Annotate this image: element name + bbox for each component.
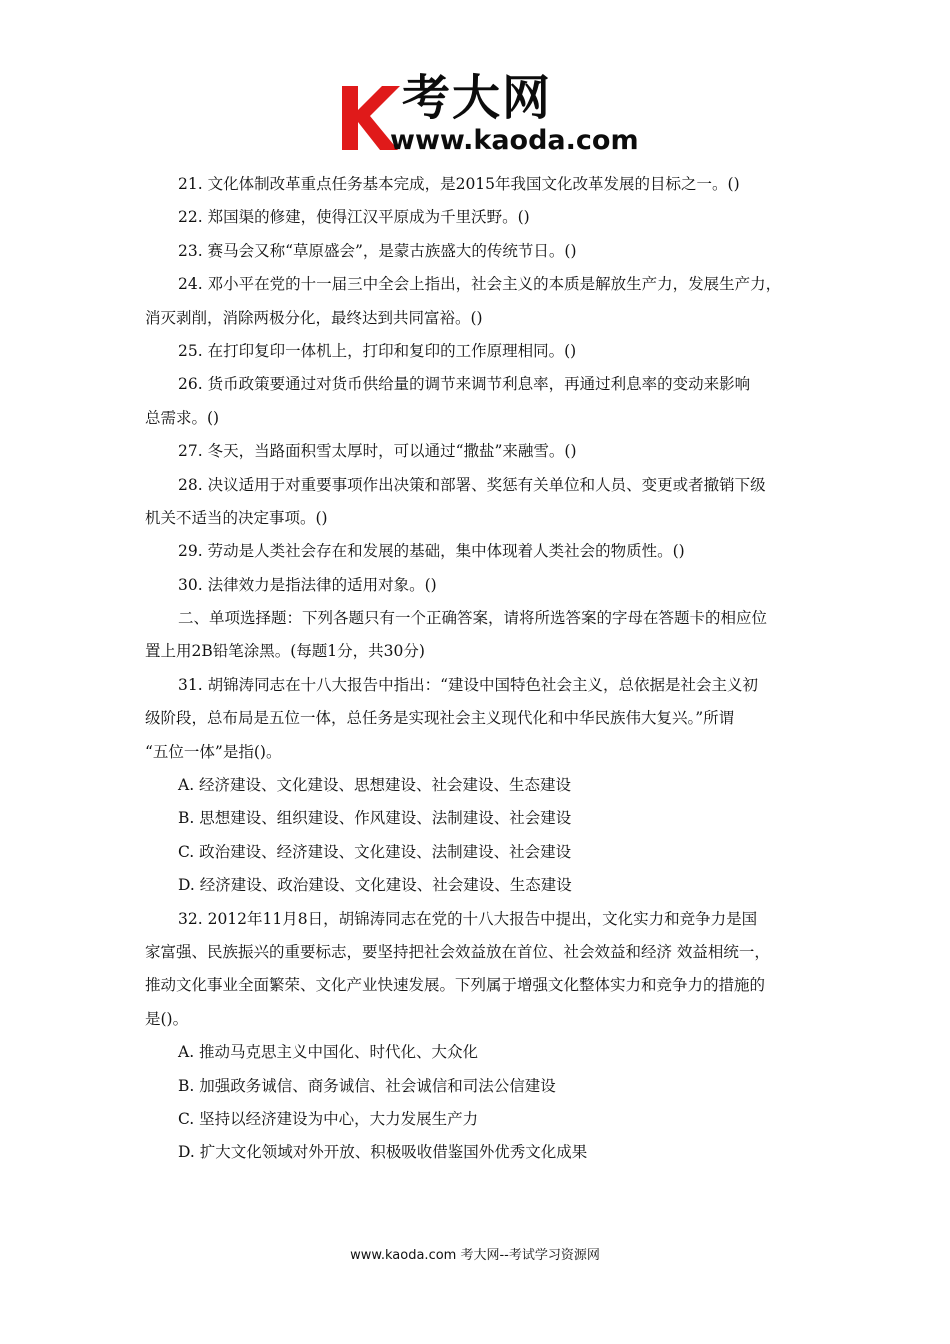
text-line: 置上用2B铅笔涂黑。(每题1分，共30分) — [145, 642, 425, 661]
text-line: 二、单项选择题：下列各题只有一个正确答案，请将所选答案的字母在答题卡的相应位 — [178, 609, 768, 628]
text-line: D. 经济建设、政治建设、文化建设、社会建设、生态建设 — [178, 876, 572, 895]
text-line: 26. 货币政策要通过对货币供给量的调节来调节利息率，再通过利息率的变动来影响 — [178, 375, 751, 394]
text-line: A. 推动马克思主义中国化、时代化、大众化 — [178, 1043, 479, 1062]
text-line: 是()。 — [145, 1009, 189, 1028]
text-line: 29. 劳动是人类社会存在和发展的基础，集中体现着人类社会的物质性。() — [178, 542, 685, 561]
document-body — [145, 168, 817, 1170]
text-line: B. 加强政务诚信、商务诚信、社会诚信和司法公信建设 — [178, 1076, 556, 1095]
text-line: 消灭剥削，消除两极分化，最终达到共同富裕。() — [145, 308, 483, 327]
text-line: “五位一体”是指()。 — [145, 742, 282, 761]
text-line: 总需求。() — [145, 408, 220, 427]
text-line: 28. 决议适用于对重要事项作出决策和部署、奖惩有关单位和人员、变更或者撤销下级 — [178, 475, 766, 494]
text-line: A. 经济建设、文化建设、思想建设、社会建设、生态建设 — [178, 776, 572, 795]
text-line: 31. 胡锦涛同志在十八大报告中指出：“建设中国特色社会主义，总依据是社会主义初 — [178, 675, 759, 694]
page-footer: www.kaoda.com 考大网--考试学习资源网 — [350, 1248, 600, 1263]
logo-title: 考大网 — [402, 70, 553, 126]
text-line: 推动文化事业全面繁荣、文化产业快速发展。下列属于增强文化整体实力和竞争力的措施的 — [145, 976, 766, 995]
text-line: 27. 冬天，当路面积雪太厚时，可以通过“撒盐”来融雪。() — [178, 442, 577, 461]
text-line: 32. 2012年11月8日，胡锦涛同志在党的十八大报告中提出，文化实力和竞争力是国 — [178, 909, 758, 928]
text-line: B. 思想建设、组织建设、作风建设、法制建设、社会建设 — [178, 809, 572, 828]
text-line: D. 扩大文化领域对外开放、积极吸收借鉴国外优秀文化成果 — [178, 1143, 588, 1162]
text-line: 30. 法律效力是指法律的适用对象。() — [178, 575, 437, 594]
text-line: 25. 在打印复印一体机上，打印和复印的工作原理相同。() — [178, 341, 577, 360]
site-logo — [338, 70, 658, 160]
text-line: 级阶段，总布局是五位一体，总任务是实现社会主义现代化和中华民族伟大复兴。”所谓 — [145, 709, 735, 728]
logo-url: www.kaoda.com — [390, 125, 639, 156]
text-line: 23. 赛马会又称“草原盛会”，是蒙古族盛大的传统节日。() — [178, 241, 577, 260]
text-line: 21. 文化体制改革重点任务基本完成，是2015年我国文化改革发展的目标之一。() — [178, 175, 740, 193]
logo-letter: K — [338, 80, 339, 81]
text-line: 家富强、民族振兴的重要标志，要坚持把社会效益放在首位、社会效益和经济 效益相统一， — [145, 942, 770, 961]
text-line: 24. 邓小平在党的十一届三中全会上指出，社会主义的本质是解放生产力，发展生产力， — [178, 275, 782, 294]
text-line: 22. 郑国渠的修建，使得江汉平原成为千里沃野。() — [178, 208, 530, 227]
text-line: C. 政治建设、经济建设、文化建设、法制建设、社会建设 — [178, 842, 572, 861]
text-line: C. 坚持以经济建设为中心，大力发展生产力 — [178, 1109, 479, 1128]
text-line: 机关不适当的决定事项。() — [145, 508, 328, 527]
